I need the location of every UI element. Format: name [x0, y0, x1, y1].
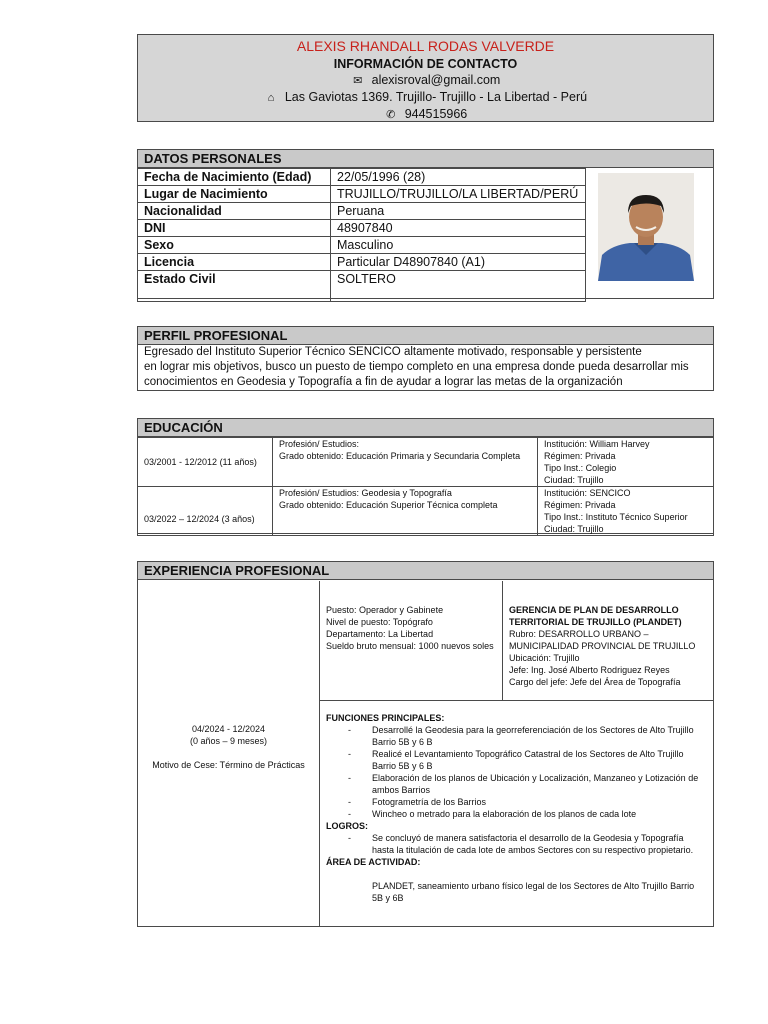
personal-value: SOLTERO [331, 271, 586, 302]
personal-label: Sexo [138, 237, 331, 254]
phone-icon: ✆ [386, 109, 396, 121]
company-boss: Jefe: Ing. José Alberto Rodriguez Reyes [509, 665, 670, 675]
personal-label: Lugar de Nacimiento [138, 186, 331, 203]
personal-value: Masculino [331, 237, 586, 254]
company-name-line-1: GERENCIA DE PLAN DE DESARROLLO [509, 605, 679, 615]
experience-leave-reason: Motivo de Cese: Término de Prácticas [152, 760, 305, 770]
function-item: - Wincheo o metrado para la elaboración de los planos de cada lote [326, 808, 699, 820]
profile-section [137, 326, 714, 391]
education-study: Profesión/ Estudios: Geodesia y Topografía [279, 488, 452, 498]
function-item: - Fotogrametría de los Barrios [326, 796, 699, 808]
contact-header [137, 34, 714, 122]
person-name: ALEXIS RHANDALL RODAS VALVERDE [296, 38, 555, 54]
experience-duration: (0 años – 9 meses) [189, 736, 268, 746]
personal-label: Nacionalidad [138, 203, 331, 220]
education-type: Tipo Inst.: Colegio [544, 463, 617, 473]
personal-title: DATOS PERSONALES [138, 150, 713, 168]
personal-table [137, 168, 586, 302]
experience-title: EXPERIENCIA PROFESIONAL [138, 562, 713, 580]
personal-row [138, 237, 586, 254]
company-sector: Rubro: DESARROLLO URBANO – MUNICIPALIDAD PROVINCIAL DE TRUJILLO [509, 629, 696, 651]
education-type: Tipo Inst.: Instituto Técnico Superior [544, 512, 688, 522]
area-title: ÁREA DE ACTIVIDAD: [326, 857, 421, 867]
education-city: Ciudad: Trujillo [544, 524, 604, 534]
experience-company-cell [503, 581, 713, 701]
education-regime: Régimen: Privada [544, 451, 616, 461]
education-regime: Régimen: Privada [544, 500, 616, 510]
achievements-list [326, 832, 699, 856]
education-period: 03/2022 – 12/2024 (3 años) [138, 487, 273, 536]
company-name-line-2: TERRITORIAL DE TRUJILLO (PLANDET) [509, 617, 682, 627]
achievement-item: - Se concluyó de manera satisfactoria el desarrollo de la Geodesia y Topografía hasta la titulación de cada lote de ambos Sectores con su respectivo propietario. [326, 832, 699, 856]
phone-row [138, 106, 713, 123]
education-title: EDUCACIÓN [138, 419, 713, 437]
personal-value: TRUJILLO/TRUJILLO/LA LIBERTAD/PERÚ [331, 186, 586, 203]
area-text: PLANDET, saneamiento urbano físico legal de los Sectores de Alto Trujillo Barrio 5B y 6B [372, 881, 695, 903]
personal-row [138, 254, 586, 271]
experience-level: Nivel de puesto: Topógrafo [326, 617, 433, 627]
education-degree: Grado obtenido: Educación Superior Técnica completa [279, 500, 498, 510]
phone-text[interactable]: 944515966 [404, 107, 468, 121]
function-item: - Elaboración de los planos de Ubicación y Localización, Manzaneo y Lotización de ambos Barrios [326, 772, 699, 796]
functions-list [326, 724, 699, 820]
address-text: Las Gaviotas 1369. Trujillo- Trujillo - La Libertad - Perú [284, 90, 588, 104]
address-row [138, 89, 713, 106]
experience-position: Puesto: Operador y Gabinete [326, 605, 444, 615]
achievements-title: LOGROS: [326, 821, 368, 831]
functions-title: FUNCIONES PRINCIPALES: [326, 713, 445, 723]
profile-photo [598, 173, 694, 281]
education-row [138, 438, 714, 487]
personal-label: Fecha de Nacimiento (Edad) [138, 169, 331, 186]
personal-row [138, 169, 586, 186]
personal-label: DNI [138, 220, 331, 237]
experience-department: Departamento: La Libertad [326, 629, 434, 639]
personal-value: 48907840 [331, 220, 586, 237]
personal-row [138, 186, 586, 203]
profile-title: PERFIL PROFESIONAL [138, 327, 713, 345]
experience-section [137, 561, 714, 927]
personal-value: 22/05/1996 (28) [331, 169, 586, 186]
envelope-icon: ✉ [353, 75, 363, 87]
education-period: 03/2001 - 12/2012 (11 años) [138, 438, 273, 487]
email-row [138, 72, 713, 89]
profile-line-3: conocimientos en Geodesia y Topografía a fin de ayudar a lograr las metas de la organización [144, 376, 623, 388]
function-item: - Realicé el Levantamiento Topográfico Catastral de los Sectores de Alto Trujillo Barrio 5B y 6 B [326, 748, 699, 772]
email-text[interactable]: alexisroval@gmail.com [371, 73, 501, 87]
personal-value: Particular D48907840 (A1) [331, 254, 586, 271]
education-city: Ciudad: Trujillo [544, 475, 604, 485]
company-boss-role: Cargo del jefe: Jefe del Área de Topografía [509, 677, 681, 687]
education-row [138, 487, 714, 536]
function-item: - Desarrollé la Geodesia para la georreferenciación de los Sectores de Alto Trujillo Barrio 5B y 6 B [326, 724, 699, 748]
home-icon: ⌂ [267, 92, 275, 104]
contact-title: INFORMACIÓN DE CONTACTO [333, 57, 518, 71]
company-location: Ubicación: Trujillo [509, 653, 580, 663]
personal-label: Estado Civil [138, 271, 331, 302]
education-table [137, 437, 714, 536]
education-study: Profesión/ Estudios: [279, 439, 360, 449]
personal-row [138, 271, 586, 302]
experience-period: 04/2024 - 12/2024 [191, 724, 266, 734]
personal-value: Peruana [331, 203, 586, 220]
education-institution: Institución: SENCICO [544, 488, 631, 498]
education-degree: Grado obtenido: Educación Primaria y Secundaria Completa [279, 451, 521, 461]
personal-row [138, 220, 586, 237]
experience-position-cell [320, 581, 503, 701]
profile-line-2: en lograr mis objetivos, busco un puesto de tiempo completo en una empresa donde pueda desarrollar mis [144, 361, 689, 373]
experience-period-cell [138, 581, 320, 926]
personal-label: Licencia [138, 254, 331, 271]
education-section [137, 418, 714, 534]
experience-details-cell [320, 701, 713, 926]
personal-row [138, 203, 586, 220]
experience-salary: Sueldo bruto mensual: 1000 nuevos soles [326, 641, 494, 651]
profile-line-1: Egresado del Instituto Superior Técnico SENCICO altamente motivado, responsable y persistente [144, 346, 642, 358]
education-institution: Institución: William Harvey [544, 439, 650, 449]
